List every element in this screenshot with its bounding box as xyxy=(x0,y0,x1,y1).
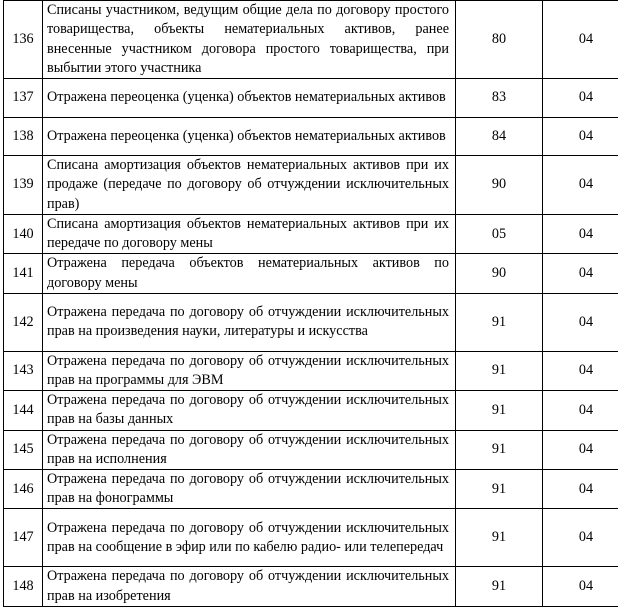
table-row xyxy=(4,156,618,215)
credit-account: 04 xyxy=(543,215,618,254)
entry-description xyxy=(43,254,456,293)
credit-account: 04 xyxy=(543,293,618,351)
credit-account: 04 xyxy=(543,254,618,293)
debit-account: 91 xyxy=(456,509,543,567)
credit-account: 04 xyxy=(543,156,618,215)
entry-description-text: Отражена передача по договору об отчуждении исключительных прав на сообщение в эфир или по кабелю радио- или телепередач xyxy=(47,519,449,557)
entry-number: 143 xyxy=(4,351,43,390)
debit-account: 91 xyxy=(456,470,543,509)
debit-account: 80 xyxy=(456,1,543,79)
entry-description-text: Отражена передача по договору об отчуждении исключительных прав на исполнения xyxy=(47,431,449,469)
entry-number: 144 xyxy=(4,391,43,430)
debit-account: 90 xyxy=(456,156,543,215)
entry-number: 146 xyxy=(4,470,43,509)
debit-account: 90 xyxy=(456,254,543,293)
entry-description xyxy=(43,351,456,390)
entry-description xyxy=(43,430,456,469)
entry-description xyxy=(43,391,456,430)
entry-description-text: Отражена передача по договору об отчуждении исключительных прав на произведения науки, литературы и искусства xyxy=(47,303,449,341)
debit-account: 91 xyxy=(456,567,543,606)
debit-account: 91 xyxy=(456,351,543,390)
entry-description xyxy=(43,509,456,567)
entry-number: 142 xyxy=(4,293,43,351)
credit-account: 04 xyxy=(543,430,618,469)
entry-description xyxy=(43,79,456,118)
table-row xyxy=(4,391,618,430)
entry-description-text: Отражена передача по договору об отчуждении исключительных прав на программы для ЭВМ xyxy=(47,352,449,390)
debit-account: 84 xyxy=(456,118,543,156)
entry-description xyxy=(43,215,456,254)
credit-account: 04 xyxy=(543,391,618,430)
table-row xyxy=(4,254,618,293)
entry-number: 138 xyxy=(4,118,43,156)
debit-account: 91 xyxy=(456,293,543,351)
table-row xyxy=(4,509,618,567)
entry-number: 148 xyxy=(4,567,43,606)
entry-description-text: Списана амортизация объектов нематериальных активов при их продаже (передаче по договору об отчуждении исключительных прав) xyxy=(47,156,449,214)
credit-account: 04 xyxy=(543,567,618,606)
accounting-entries-table xyxy=(3,0,618,607)
debit-account: 91 xyxy=(456,430,543,469)
credit-account: 04 xyxy=(543,351,618,390)
table-row xyxy=(4,470,618,509)
entry-description xyxy=(43,156,456,215)
entry-description-text: Отражена передача по договору об отчуждении исключительных прав на базы данных xyxy=(47,391,449,429)
table-row xyxy=(4,293,618,351)
entry-description xyxy=(43,1,456,79)
credit-account: 04 xyxy=(543,1,618,79)
table-row xyxy=(4,1,618,79)
entry-number: 145 xyxy=(4,430,43,469)
entry-description-text: Списана амортизация объектов нематериальных активов при их передаче по договору мены xyxy=(47,215,449,253)
debit-account: 83 xyxy=(456,79,543,118)
credit-account: 04 xyxy=(543,118,618,156)
entry-description-text: Отражена передача по договору об отчуждении исключительных прав на изобретения xyxy=(47,567,449,605)
table-row xyxy=(4,118,618,156)
entry-description xyxy=(43,567,456,606)
entry-number: 136 xyxy=(4,1,43,79)
entry-description-text: Списаны участником, ведущим общие дела по договору простого товарищества, объекты нематериальных активов, ранее внесенные участником договора простого товарищества, при выбытии этого участника xyxy=(47,1,449,78)
debit-account: 05 xyxy=(456,215,543,254)
entry-number: 137 xyxy=(4,79,43,118)
entry-number: 147 xyxy=(4,509,43,567)
table-row xyxy=(4,430,618,469)
table-row xyxy=(4,215,618,254)
debit-account: 91 xyxy=(456,391,543,430)
table-row xyxy=(4,567,618,606)
entry-description xyxy=(43,118,456,156)
entry-number: 140 xyxy=(4,215,43,254)
table-row xyxy=(4,351,618,390)
credit-account: 04 xyxy=(543,509,618,567)
entry-description-text: Отражена переоценка (уценка) объектов нематериальных активов xyxy=(47,88,449,107)
entry-number: 141 xyxy=(4,254,43,293)
entry-description xyxy=(43,470,456,509)
entry-description-text: Отражена передача по договору об отчуждении исключительных прав на фонограммы xyxy=(47,470,449,508)
table-row xyxy=(4,79,618,118)
entry-description-text: Отражена переоценка (уценка) объектов нематериальных активов xyxy=(47,127,449,146)
credit-account: 04 xyxy=(543,470,618,509)
entry-description xyxy=(43,293,456,351)
credit-account: 04 xyxy=(543,79,618,118)
entry-number: 139 xyxy=(4,156,43,215)
entry-description-text: Отражена передача объектов нематериальных активов по договору мены xyxy=(47,254,449,292)
